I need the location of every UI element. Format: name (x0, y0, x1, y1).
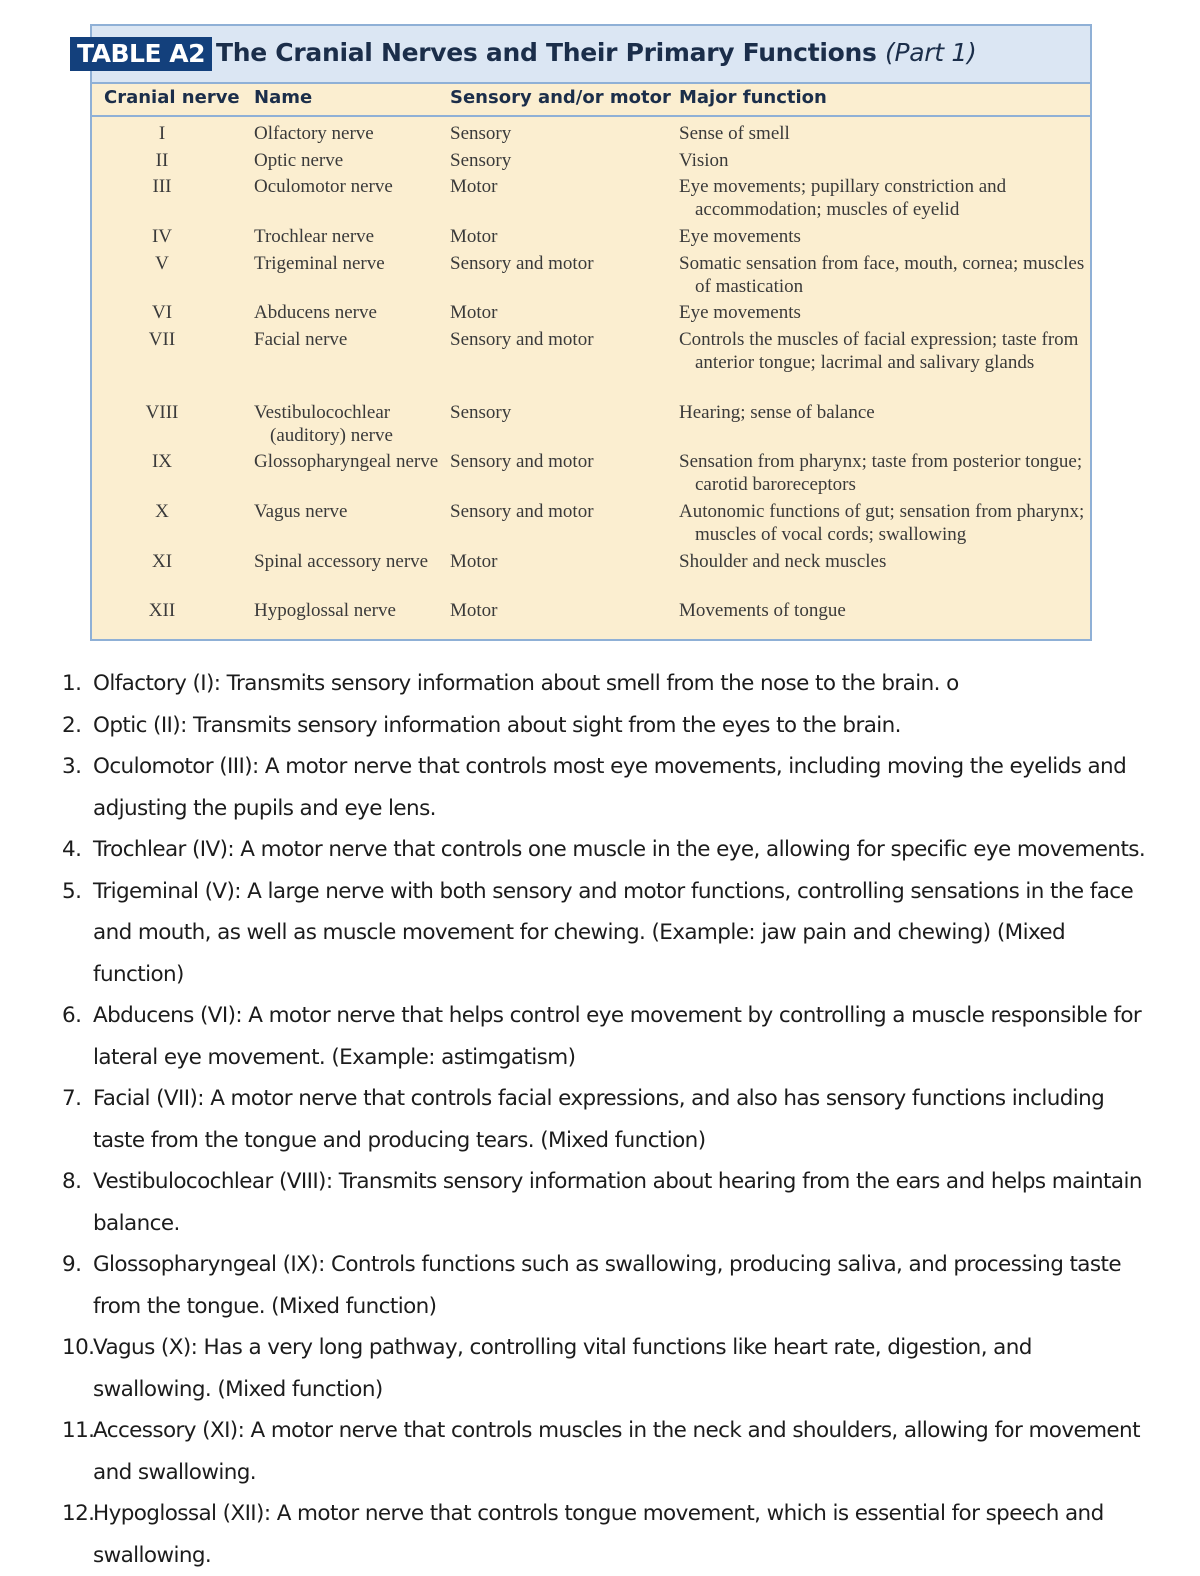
cell-type: Sensory and motor (450, 451, 594, 472)
note-text: Olfactory (I): Transmits sensory information about smell from the nose to the brain. o (93, 671, 959, 696)
note-number: 1. (62, 671, 82, 696)
cell-nerve: III (152, 176, 172, 197)
list-item (62, 663, 1152, 705)
cell-name: Vestibulocochlear (auditory) nerve (254, 402, 393, 446)
list-item (62, 746, 1152, 829)
cell-function: Autonomic functions of gut; sensation from pharynx; muscles of vocal cords; swallowing (679, 501, 1085, 545)
table-title-part: (Part 1) (884, 38, 977, 67)
note-number: 11. (62, 1418, 95, 1443)
cell-type: Sensory and motor (450, 253, 594, 274)
note-number: 5. (62, 878, 82, 904)
note-text: Optic (II): Transmits sensory information about sight from the eyes to the brain. (93, 712, 901, 738)
cell-function: Somatic sensation from face, mouth, cornea; muscles of mastication (679, 253, 1085, 297)
table-title-bar (77, 26, 1090, 84)
cell-function: Controls the muscles of facial expression; taste from anterior tongue; lacrimal and salivary glands (679, 329, 1079, 373)
cell-name: Hypoglossal nerve (254, 600, 396, 621)
cell-nerve: XI (151, 551, 173, 572)
list-item (62, 1327, 1152, 1410)
cell-name: Oculomotor nerve (254, 176, 393, 197)
header-major-function: Major function (679, 87, 827, 108)
cell-nerve: X (155, 501, 169, 522)
table-badge: TABLE A2 (70, 37, 212, 71)
cell-function: Vision (679, 150, 729, 171)
table-title (216, 37, 976, 69)
cell-name: Trochlear nerve (254, 226, 375, 247)
note-text: Vestibulocochlear (VIII): Transmits sensory information about hearing from the ears and helps maintain balance. (93, 1169, 1142, 1236)
note-text: Trigeminal (V): A large nerve with both sensory and motor functions, controlling sensations in the face and mouth, as well as muscle movement for chewing. (Example: jaw pain and chewing) (Mixed function) (93, 878, 1134, 987)
cell-name: Olfactory nerve (254, 123, 374, 144)
header-sensory-motor: Sensory and/or motor (450, 87, 671, 108)
cell-function: Shoulder and neck muscles (679, 551, 887, 572)
cell-function: Eye movements (679, 302, 801, 323)
cell-nerve: VIII (145, 402, 179, 423)
note-number: 8. (62, 1169, 82, 1194)
header-name: Name (254, 87, 313, 108)
cell-name: Optic nerve (254, 150, 344, 171)
cell-function: Sense of smell (679, 123, 790, 144)
cell-nerve: VI (151, 302, 173, 323)
note-number: 10. (62, 1335, 95, 1360)
cell-name: Trigeminal nerve (254, 253, 385, 274)
list-item (62, 871, 1152, 996)
note-text: Hypoglossal (XII): A motor nerve that controls tongue movement, which is essential for speech and swallowing. (93, 1501, 1104, 1568)
list-item (62, 1410, 1152, 1493)
note-text: Facial (VII): A motor nerve that controls facial expressions, and also has sensory functions including taste from the tongue and producing tears. (Mixed function) (93, 1086, 1105, 1153)
cell-name: Glossopharyngeal nerve (254, 451, 439, 472)
note-number: 7. (62, 1086, 82, 1111)
note-text: Oculomotor (III): A motor nerve that controls most eye movements, including moving the eyelids and adjusting the pupils and eye lens. (93, 754, 1127, 821)
cell-name: Vagus nerve (254, 501, 348, 522)
cell-type: Motor (450, 302, 498, 323)
cell-type: Sensory (450, 402, 512, 423)
cell-nerve: V (155, 253, 169, 274)
cell-type: Motor (450, 226, 498, 247)
cell-function: Sensation from pharynx; taste from posterior tongue; carotid baroreceptors (679, 451, 1083, 495)
note-number: 9. (62, 1252, 82, 1277)
note-text: Glossopharyngeal (IX): Controls functions such as swallowing, producing saliva, and processing taste from the tongue. (Mixed function) (93, 1252, 1121, 1319)
note-number: 3. (62, 754, 82, 779)
cell-function: Eye movements (679, 226, 801, 247)
list-item (62, 1161, 1152, 1244)
note-number: 2. (62, 712, 82, 738)
header-rule (92, 115, 1090, 117)
cell-name: Abducens nerve (254, 302, 377, 323)
note-text: Accessory (XI): A motor nerve that controls muscles in the neck and shoulders, allowing for movement and swallowing. (93, 1418, 1140, 1485)
list-item (62, 705, 1152, 747)
cell-type: Sensory and motor (450, 501, 594, 522)
list-item (62, 829, 1152, 871)
cell-name: Spinal accessory nerve (254, 551, 429, 572)
table-title-text: The Cranial Nerves and Their Primary Functions (216, 38, 877, 67)
cell-function: Eye movements; pupillary constriction and accommodation; muscles of eyelid (679, 176, 1007, 220)
list-item (62, 1493, 1152, 1576)
cell-nerve: XII (148, 600, 176, 621)
list-item (62, 1078, 1152, 1161)
cell-function: Hearing; sense of balance (679, 402, 875, 423)
cell-nerve: VII (148, 329, 176, 350)
note-number: 4. (62, 837, 82, 862)
header-cranial-nerve: Cranial nerve (104, 87, 240, 108)
cell-nerve: IX (151, 451, 173, 472)
cell-name: Facial nerve (254, 329, 348, 350)
note-number: 12. (62, 1501, 95, 1526)
cell-nerve: IV (151, 226, 173, 247)
nerve-notes-list (62, 663, 1152, 1576)
cell-type: Motor (450, 551, 498, 572)
cell-type: Motor (450, 600, 498, 621)
note-text: Abducens (VI): A motor nerve that helps control eye movement by controlling a muscle responsible for lateral eye movement. (Example: astimgatism) (93, 1003, 1142, 1070)
cell-type: Sensory (450, 123, 512, 144)
cell-type: Sensory and motor (450, 329, 594, 350)
list-item (62, 1244, 1152, 1327)
cell-nerve: II (155, 150, 169, 171)
cell-nerve: I (158, 123, 166, 144)
cell-type: Sensory (450, 150, 512, 171)
cell-type: Motor (450, 176, 498, 197)
note-number: 6. (62, 1003, 82, 1028)
list-item (62, 995, 1152, 1078)
note-text: Trochlear (IV): A motor nerve that controls one muscle in the eye, allowing for specific eye movements. (93, 837, 1146, 862)
cranial-nerves-table (77, 24, 1092, 641)
cell-function: Movements of tongue (679, 600, 846, 621)
note-text: Vagus (X): Has a very long pathway, controlling vital functions like heart rate, digestion, and swallowing. (Mixed function) (93, 1335, 1032, 1402)
